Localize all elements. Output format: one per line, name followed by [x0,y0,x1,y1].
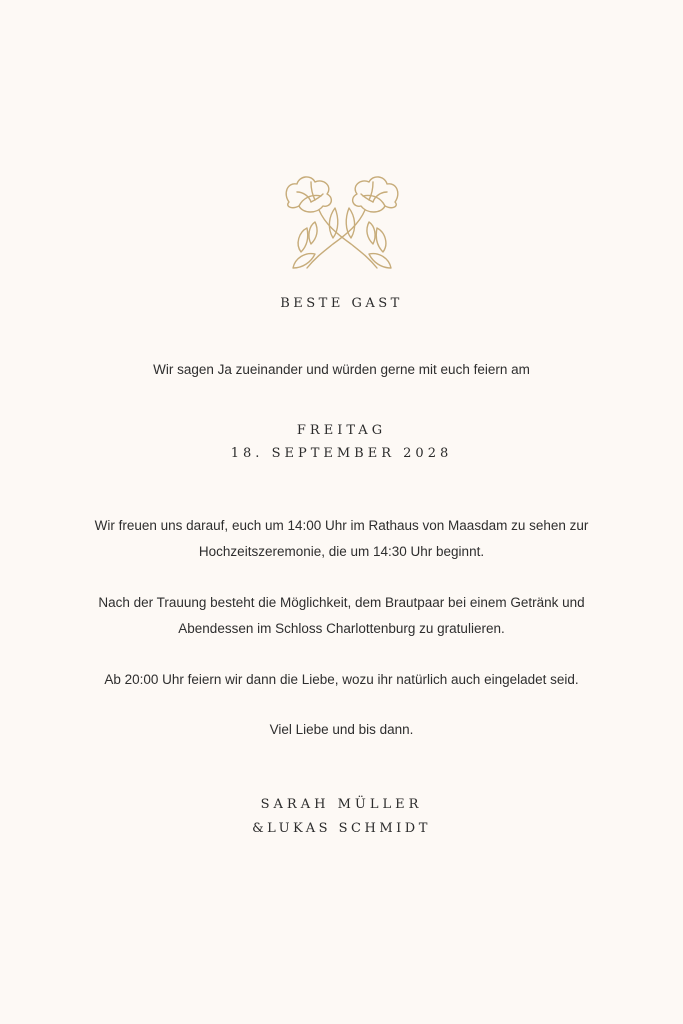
reception-line-2: Abendessen im Schloss Charlottenburg zu gratulieren. [178,621,505,636]
date-full: 18. SEPTEMBER 2028 [230,446,453,461]
intro-text: Wir sagen Ja zueinander und würden gerne mit euch feiern am [153,362,530,377]
floral-ornament-icon [281,172,403,272]
ceremony-paragraph [0,513,683,565]
greeting-heading: BESTE GAST [280,296,403,311]
reception-paragraph [0,590,683,642]
date-weekday: FREITAG [296,423,387,438]
reception-line-1: Nach der Trauung besteht die Möglichkeit, dem Brautpaar bei einem Getränk und [98,595,585,610]
signature-name-2: &LUKAS SCHMIDT [252,821,431,836]
party-paragraph: Ab 20:00 Uhr feiern wir dann die Liebe, wozu ihr natürlich auch eingeladet seid. [104,672,579,687]
closing-line: Viel Liebe und bis dann. [269,722,414,737]
ceremony-line-2: Hochzeitszeremonie, die um 14:30 Uhr beginnt. [198,544,485,559]
ceremony-line-1: Wir freuen uns darauf, euch um 14:00 Uhr im Rathaus von Maasdam zu sehen zur [94,518,589,533]
signature-name-1: SARAH MÜLLER [260,797,423,812]
